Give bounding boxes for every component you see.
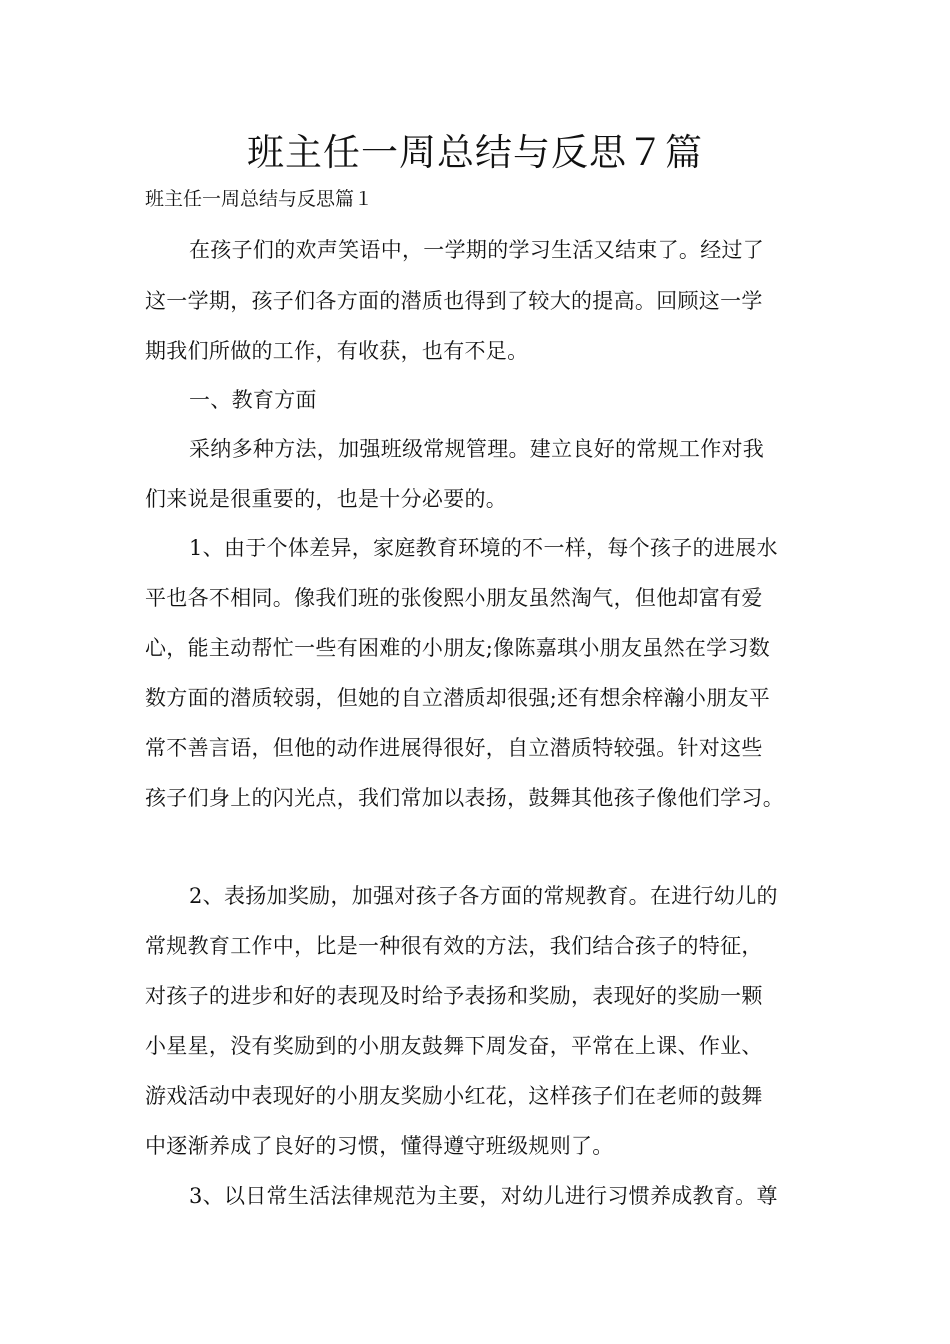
paragraph-line: 3、以日常生活法律规范为主要，对幼儿进行习惯养成教育。尊 — [189, 1184, 778, 1208]
paragraph-line: 游戏活动中表现好的小朋友奖励小红花，这样孩子们在老师的鼓舞 — [145, 1084, 763, 1108]
paragraph-line: 平也各不相同。像我们班的张俊熙小朋友虽然淘气，但他却富有爱 — [145, 586, 763, 610]
paragraph-line: 这一学期，孩子们各方面的潜质也得到了较大的提高。回顾这一学 — [145, 289, 763, 313]
paragraph-line: 小星星，没有奖励到的小朋友鼓舞下周发奋，平常在上课、作业、 — [145, 1034, 763, 1058]
paragraph-line: 对孩子的进步和好的表现及时给予表扬和奖励，表现好的奖励一颗 — [145, 984, 763, 1008]
paragraph-line: 常规教育工作中，比是一种很有效的方法，我们结合孩子的特征， — [145, 934, 763, 958]
subheading-line: 一、教育方面 — [189, 388, 317, 412]
paragraph-line: 心，能主动帮忙一些有困难的小朋友;像陈嘉琪小朋友虽然在学习数 — [145, 636, 771, 660]
paragraph-line: 中逐渐养成了良好的习惯，懂得遵守班级规则了。 — [145, 1134, 614, 1158]
paragraph-line: 孩子们身上的闪光点，我们常加以表扬，鼓舞其他孩子像他们学习。 — [145, 786, 784, 810]
document-title: 班主任一周总结与反思７篇 — [247, 131, 703, 174]
paragraph-line: 在孩子们的欢声笑语中，一学期的学习生活又结束了。经过了 — [189, 238, 765, 262]
paragraph-line: 1、由于个体差异，家庭教育环境的不一样，每个孩子的进展水 — [189, 536, 778, 560]
paragraph-line: 期我们所做的工作，有收获，也有不足。 — [145, 339, 529, 363]
paragraph-line: 采纳多种方法，加强班级常规管理。建立良好的常规工作对我 — [189, 437, 765, 461]
paragraph-line: 们来说是很重要的，也是十分必要的。 — [145, 487, 508, 511]
paragraph-line: 2、表扬加奖励，加强对孩子各方面的常规教育。在进行幼儿的 — [189, 884, 778, 908]
paragraph-line: 常不善言语，但他的动作进展得很好，自立潜质特较强。针对这些 — [145, 736, 763, 760]
section-heading: 班主任一周总结与反思篇１ — [145, 188, 374, 210]
paragraph-line: 数方面的潜质较弱，但她的自立潜质却很强;还有想余梓瀚小朋友平 — [145, 686, 771, 710]
